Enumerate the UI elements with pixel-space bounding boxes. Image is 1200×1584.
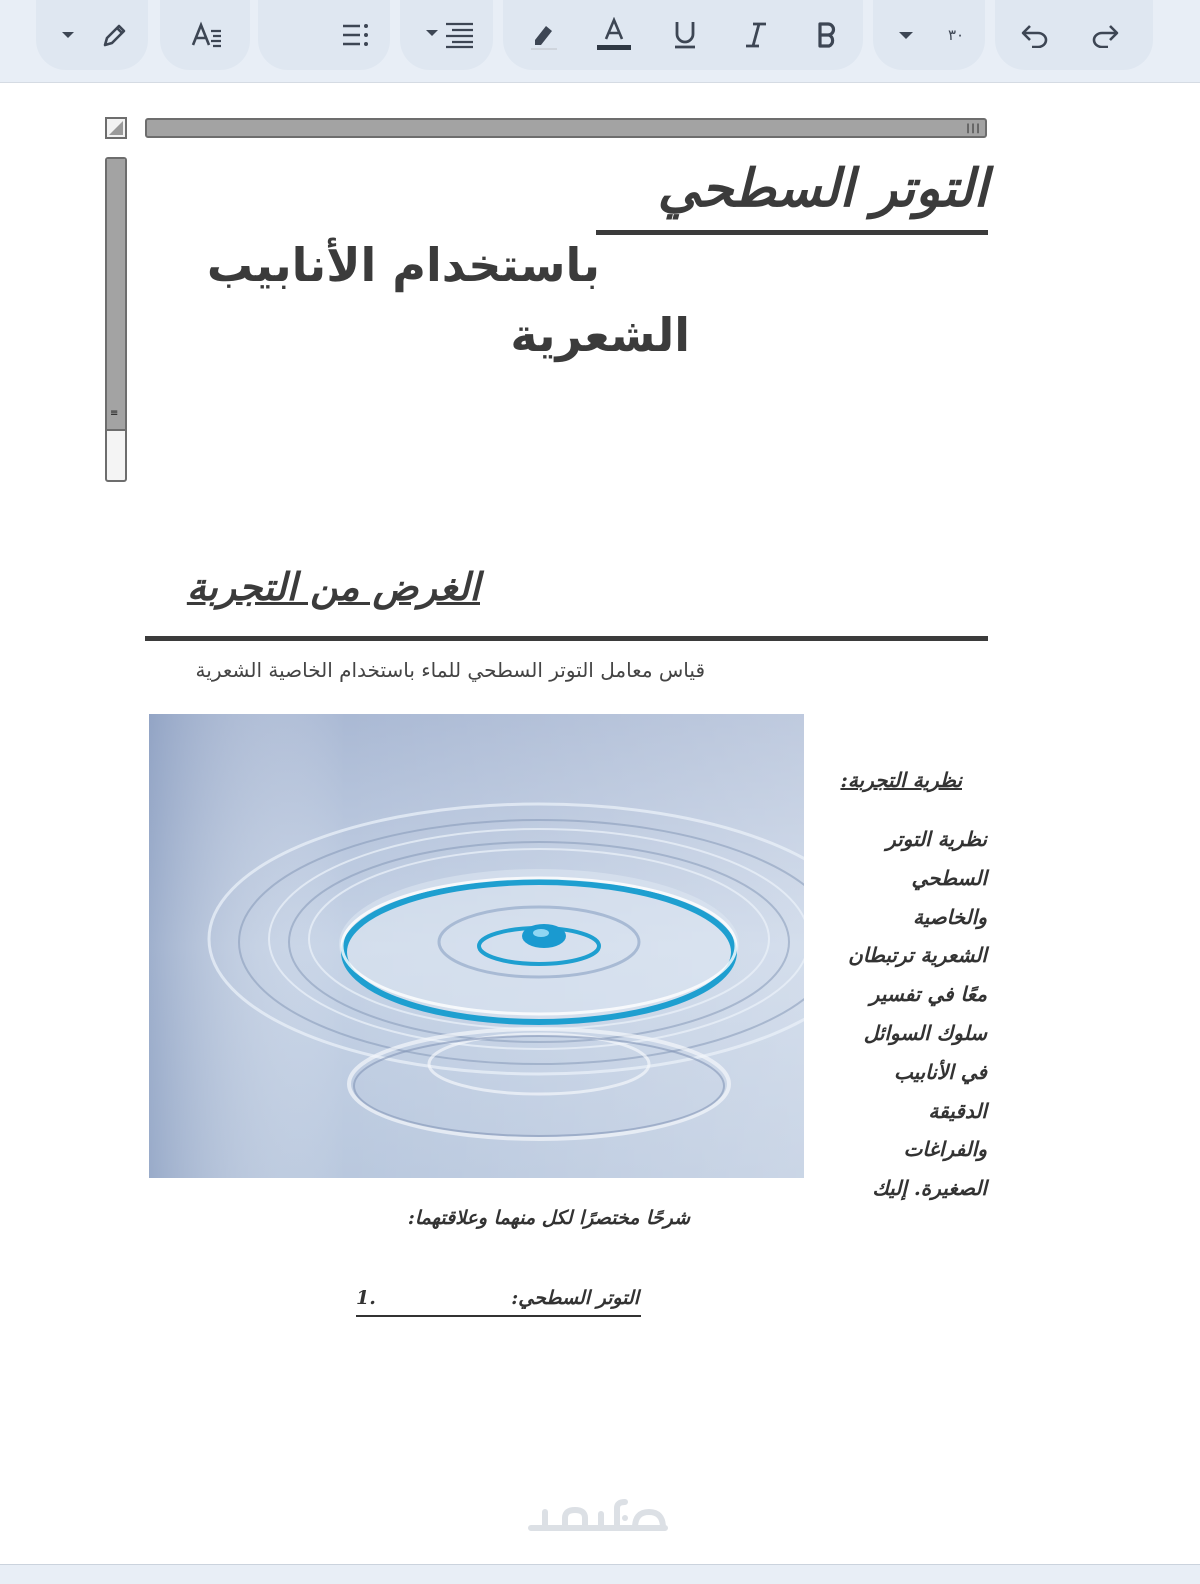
water-ripple-image [149,714,804,1178]
text-color-icon [596,17,632,53]
redo-button[interactable] [1080,10,1130,60]
formatting-toolbar [0,0,1200,82]
bottom-bar [0,1564,1200,1584]
theory-paragraph[interactable]: نظرية التوتر السطحي والخاصية الشعرية ترتبطان معًا في تفسير سلوك السوائل في الأنابيب الدقيقة والفراغات الصغيرة. إليك [848,827,987,1201]
explanation-line[interactable]: شرحًا مختصرًا لكل منهما وعلاقتهما: [407,1207,690,1229]
underline-button[interactable] [660,10,710,60]
highlighter-icon [526,18,560,52]
font-size-value[interactable] [931,10,981,60]
italic-icon [744,21,768,49]
chevron-down-icon [898,30,914,40]
text-style-button[interactable] [182,10,232,60]
list-group [258,0,390,70]
list-item-label: التوتر السطحي: [511,1287,639,1309]
undo-icon [1020,22,1050,48]
scroll-grip-icon: ≡ [110,408,119,419]
edit-mode-dropdown[interactable] [46,10,90,60]
title-line-1[interactable]: التوتر السطحي [657,158,988,219]
list-item[interactable] [356,1285,641,1317]
redo-icon [1090,22,1120,48]
edit-group [36,0,148,70]
font-size-label: ٣٠ [947,26,965,44]
text-style-group [160,0,250,70]
font-size-dropdown[interactable] [881,10,931,60]
water-drop-photo[interactable] [149,714,804,1178]
align-group [400,0,493,70]
list-button[interactable] [330,10,380,60]
section-divider [145,636,988,641]
pencil-icon [100,20,130,50]
align-icon [424,21,476,49]
theory-heading[interactable]: نظرية التجربة: [840,768,962,792]
vertical-scrollbar[interactable] [105,157,127,482]
font-size-group [873,0,985,70]
resize-corner-icon [107,119,125,137]
purpose-heading[interactable]: الغرض من التجربة [186,564,480,609]
underline-icon [672,19,698,51]
title-line-2[interactable]: باستخدام الأنابيب [206,238,600,292]
watermark-logo [500,1498,700,1538]
title-underline-rule [596,230,988,235]
bold-icon [816,22,838,48]
highlight-button[interactable] [518,10,568,60]
format-group [503,0,863,70]
list-item-number: 1. [356,1287,376,1309]
resize-corner-handle[interactable] [105,117,127,139]
edit-mode-button[interactable] [90,10,140,60]
vertical-scroll-thumb[interactable] [107,159,125,431]
chevron-down-icon [61,30,75,40]
purpose-text[interactable]: قياس معامل التوتر السطحي للماء باستخدام الخاصية الشعرية [195,658,705,682]
text-style-icon [190,20,224,50]
text-color-button[interactable] [589,10,639,60]
undo-button[interactable] [1010,10,1060,60]
horizontal-scrollbar[interactable] [145,118,987,138]
bold-button[interactable] [802,10,852,60]
history-group [995,0,1153,70]
list-icon [340,21,370,49]
scroll-grip-icon: ||| [964,123,980,134]
title-line-3[interactable]: الشعرية [510,308,690,362]
watermark-logo-image [525,1498,675,1538]
italic-button[interactable] [731,10,781,60]
align-button[interactable] [420,10,480,60]
